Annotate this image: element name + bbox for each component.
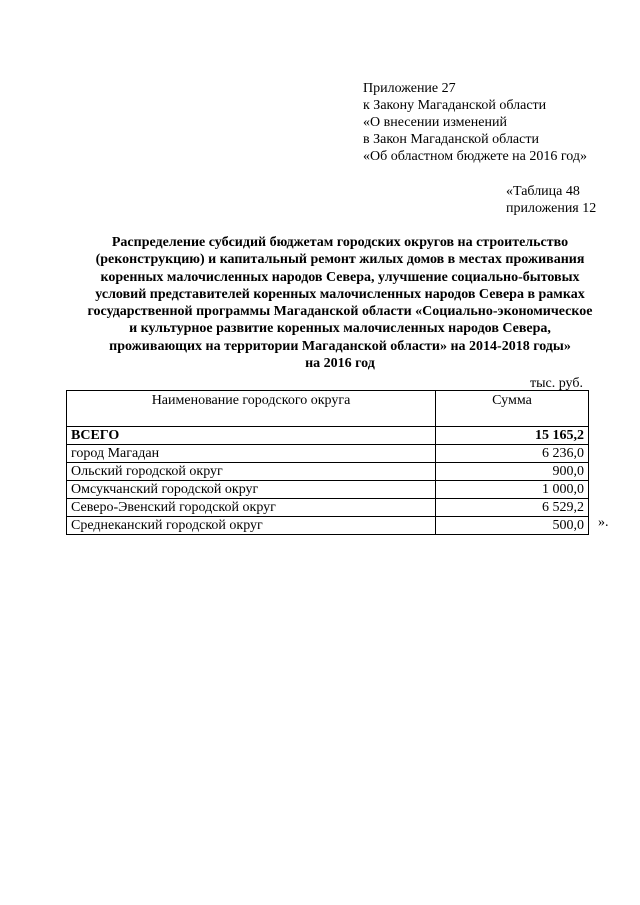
- table-row-total: [67, 427, 589, 445]
- district-name: город Магадан: [67, 445, 436, 463]
- district-name: Среднеканский городской округ: [67, 517, 436, 535]
- header-district-name: Наименование городского округа: [67, 391, 436, 427]
- title-line: (реконструкцию) и капитальный ремонт жилых домов в местах проживания: [95, 252, 585, 268]
- appendix-line: Приложение 27: [363, 81, 456, 96]
- title-line: и культурное развитие коренных малочисленных народов Севера,: [129, 321, 551, 337]
- appendix-line: «О внесении изменений: [363, 115, 507, 130]
- closing-quote: ».: [598, 515, 609, 530]
- title-line: проживающих на территории Магаданской области» на 2014-2018 годы»: [109, 338, 571, 354]
- district-name: Омсукчанский городской округ: [67, 481, 436, 499]
- table-header-row: [67, 391, 589, 427]
- table-reference: [506, 183, 596, 217]
- title-line: условий представителей коренных малочисленных народов Севера в рамках: [95, 286, 585, 302]
- units-label: тыс. руб.: [530, 376, 583, 391]
- district-sum: 6 236,0: [436, 445, 589, 463]
- title-line: коренных малочисленных народов Севера, улучшение социально-бытовых: [100, 269, 580, 285]
- table-row: [67, 517, 589, 535]
- table-reference-line: «Таблица 48: [506, 184, 580, 199]
- district-sum: 1 000,0: [436, 481, 589, 499]
- document-title: [60, 234, 620, 372]
- appendix-header: [363, 80, 587, 165]
- title-line: на 2016 год: [305, 356, 375, 372]
- appendix-line: «Об областном бюджете на 2016 год»: [363, 149, 587, 164]
- district-name: Ольский городской округ: [67, 463, 436, 481]
- header-sum: Сумма: [436, 391, 589, 427]
- district-sum: 500,0: [436, 517, 589, 535]
- appendix-line: в Закон Магаданской области: [363, 132, 539, 147]
- total-label: ВСЕГО: [67, 427, 436, 445]
- title-line: Распределение субсидий бюджетам городских округов на строительство: [111, 235, 569, 250]
- district-name: Северо-Эвенский городской округ: [67, 499, 436, 517]
- table-row: [67, 463, 589, 481]
- district-sum: 900,0: [436, 463, 589, 481]
- title-line: государственной программы Магаданской области «Социально-экономическое: [87, 304, 593, 320]
- total-sum: 15 165,2: [436, 427, 589, 445]
- table-row: [67, 499, 589, 517]
- table-reference-line: приложения 12: [506, 201, 597, 216]
- appendix-line: к Закону Магаданской области: [363, 98, 547, 113]
- district-sum: 6 529,2: [436, 499, 589, 517]
- table-row: [67, 481, 589, 499]
- subsidy-table: [66, 390, 589, 535]
- table-row: [67, 445, 589, 463]
